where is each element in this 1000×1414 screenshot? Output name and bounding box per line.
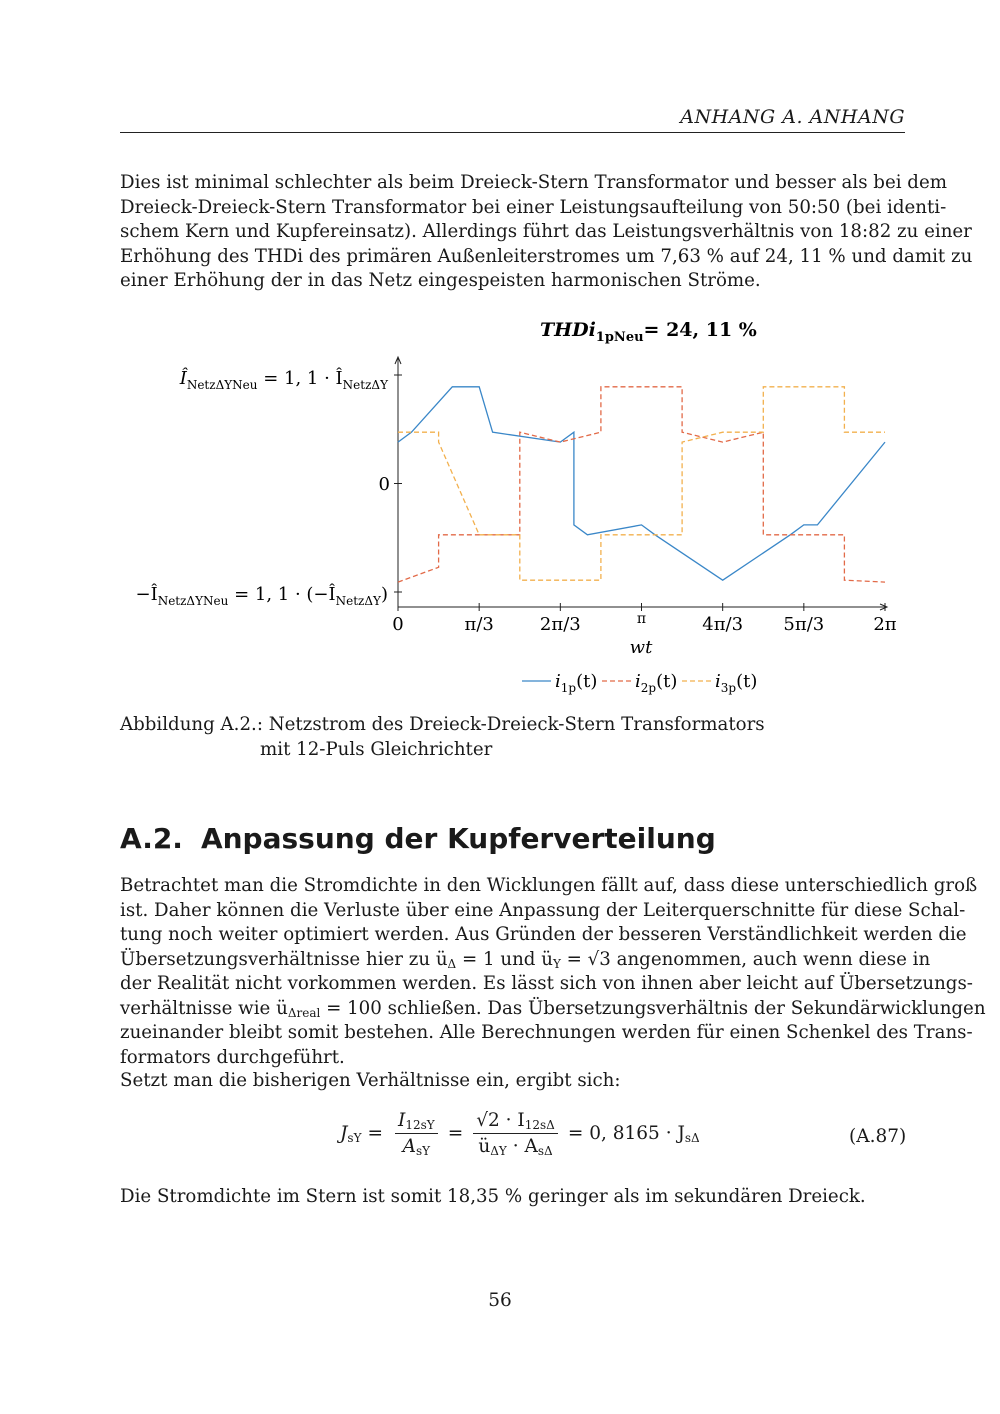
series-line-3p bbox=[398, 387, 885, 580]
text-line: verhältnisse wie $ü_{\Delta real} = 100$ schließen. Das Übersetzungsverhältnis der Sekundärwicklungen bbox=[120, 997, 986, 1020]
y-label-top: $Î_{Netz\Delta YNeu} = 1$, $1 \cdot Î_{Netz\Delta Y}$ bbox=[179, 368, 388, 392]
x-tick-label-1: π/3 bbox=[464, 614, 494, 635]
equation-number: (A.87) bbox=[849, 1126, 907, 1147]
fraction-1: $\frac{I_{12sY}}{A_{sY}}$ bbox=[395, 1110, 438, 1157]
x-tick-label-3: π bbox=[636, 611, 647, 627]
chart-title-value: = 24, 11 % bbox=[643, 319, 757, 341]
caption-line1: Netzstrom des Dreieck-Dreieck-Stern Transformators bbox=[268, 714, 765, 735]
y-label-zero: 0 bbox=[378, 474, 390, 495]
current-waveform-chart bbox=[0, 300, 1000, 700]
text-line: zueinander bleibt somit bestehen. Alle Berechnungen werden für einen Schenkel des Trans- bbox=[120, 1022, 973, 1043]
conclusion-paragraph: Die Stromdichte im Stern ist somit 18,35 % geringer als im sekundären Dreieck. bbox=[120, 1186, 866, 1207]
series-line-1p bbox=[398, 387, 885, 580]
x-axis-label: wt bbox=[629, 637, 653, 658]
section-heading bbox=[120, 822, 716, 855]
y-label-bottom: $-Î_{Netz\Delta YNeu} = 1$, $1 \cdot (-Î_{Netz\Delta Y})$ bbox=[135, 584, 388, 608]
x-tick-label-2: 2π/3 bbox=[539, 614, 581, 635]
chart-title-main: THDi bbox=[540, 319, 596, 341]
section-number: A.2. bbox=[120, 822, 183, 855]
text-line: tung noch weiter optimiert werden. Aus Gründen der besseren Verständlichkeit werden die bbox=[120, 924, 967, 945]
figure-caption bbox=[120, 713, 765, 762]
legend-label-i3p: $i_{3p}(t)$ bbox=[715, 671, 758, 695]
legend bbox=[522, 671, 757, 695]
section-title: Anpassung der Kupferverteilung bbox=[200, 822, 716, 855]
text-line: Betrachtet man die Stromdichte in den Wicklungen fällt auf, dass diese unterschiedlich groß bbox=[120, 875, 978, 896]
x-tick-label-4: 4π/3 bbox=[702, 614, 744, 635]
running-head: ANHANG A. ANHANG bbox=[680, 106, 905, 128]
text-line: einer Erhöhung der in das Netz eingespeisten harmonischen Ströme. bbox=[120, 270, 761, 291]
x-tick-label-5: 5π/3 bbox=[783, 614, 825, 635]
text-line: schem Kern und Kupfereinsatz). Allerdings führt das Leistungsverhältnis von 18:82 zu einer bbox=[120, 221, 972, 242]
equation: $J_{sY}$ = $\frac{I_{12sY}}{A_{sY}}$ = $\frac{√2 \cdot I_{12s\Delta}}{ü_{\Delta Y} \cdot A_{s\Delta}}$ = 0, $8165 \cdot J_{s\Delta}$ bbox=[340, 1110, 700, 1158]
legend-label-i1p: $i_{1p}(t)$ bbox=[555, 671, 598, 695]
caption-label: Abbildung A.2.: bbox=[120, 714, 263, 735]
legend-label-i2p: $i_{2p}(t)$ bbox=[635, 671, 678, 695]
text-line: Erhöhung des THDi des primären Außenleiterstromes um 7,63 % auf 24, 11 % und damit zu bbox=[120, 245, 973, 267]
caption-line2: mit 12-Puls Gleichrichter bbox=[260, 738, 493, 760]
fraction-2: $\frac{√2 \cdot I_{12s\Delta}}{ü_{\Delta Y} \cdot A_{s\Delta}}$ bbox=[473, 1110, 558, 1157]
intro-paragraph bbox=[120, 171, 973, 294]
series-line-2p bbox=[398, 387, 885, 582]
axes bbox=[394, 357, 887, 610]
text-line: Übersetzungsverhältnisse hier zu $ü_\Delta = 1$ und $ü_Y = √3$ angenommen, auch wenn diese in bbox=[120, 948, 931, 971]
text-line: Dreieck-Dreieck-Stern Transformator bei einer Leistungsaufteilung von 50:50 (bei identi- bbox=[120, 196, 947, 218]
text-line: Dies ist minimal schlechter als beim Dreieck-Stern Transformator und besser als bei dem bbox=[120, 172, 947, 193]
x-tick-label-6: 2π bbox=[873, 614, 897, 635]
svg-text:THDi1pNeu= 24, 11 % bbox=[540, 319, 757, 345]
header-rule bbox=[120, 132, 905, 133]
text-line: ist. Daher können die Verluste über eine Anpassung der Leiterquerschnitte für diese Schal- bbox=[120, 899, 966, 921]
x-tick-label-0: 0 bbox=[392, 614, 404, 635]
chart-title-sub: 1pNeu bbox=[595, 330, 644, 345]
x-ticks bbox=[392, 603, 897, 635]
text-line: formators durchgeführt. bbox=[120, 1046, 345, 1068]
series-layer bbox=[398, 387, 885, 582]
text-line: der Realität nicht vorkommen werden. Es lässt sich von ihnen aber leicht auf Übersetzungs- bbox=[120, 973, 973, 994]
setup-line: Setzt man die bisherigen Verhältnisse ein, ergibt sich: bbox=[120, 1070, 621, 1091]
body-paragraph bbox=[120, 874, 986, 1070]
chart-title bbox=[540, 319, 757, 345]
page-number: 56 bbox=[488, 1290, 512, 1311]
